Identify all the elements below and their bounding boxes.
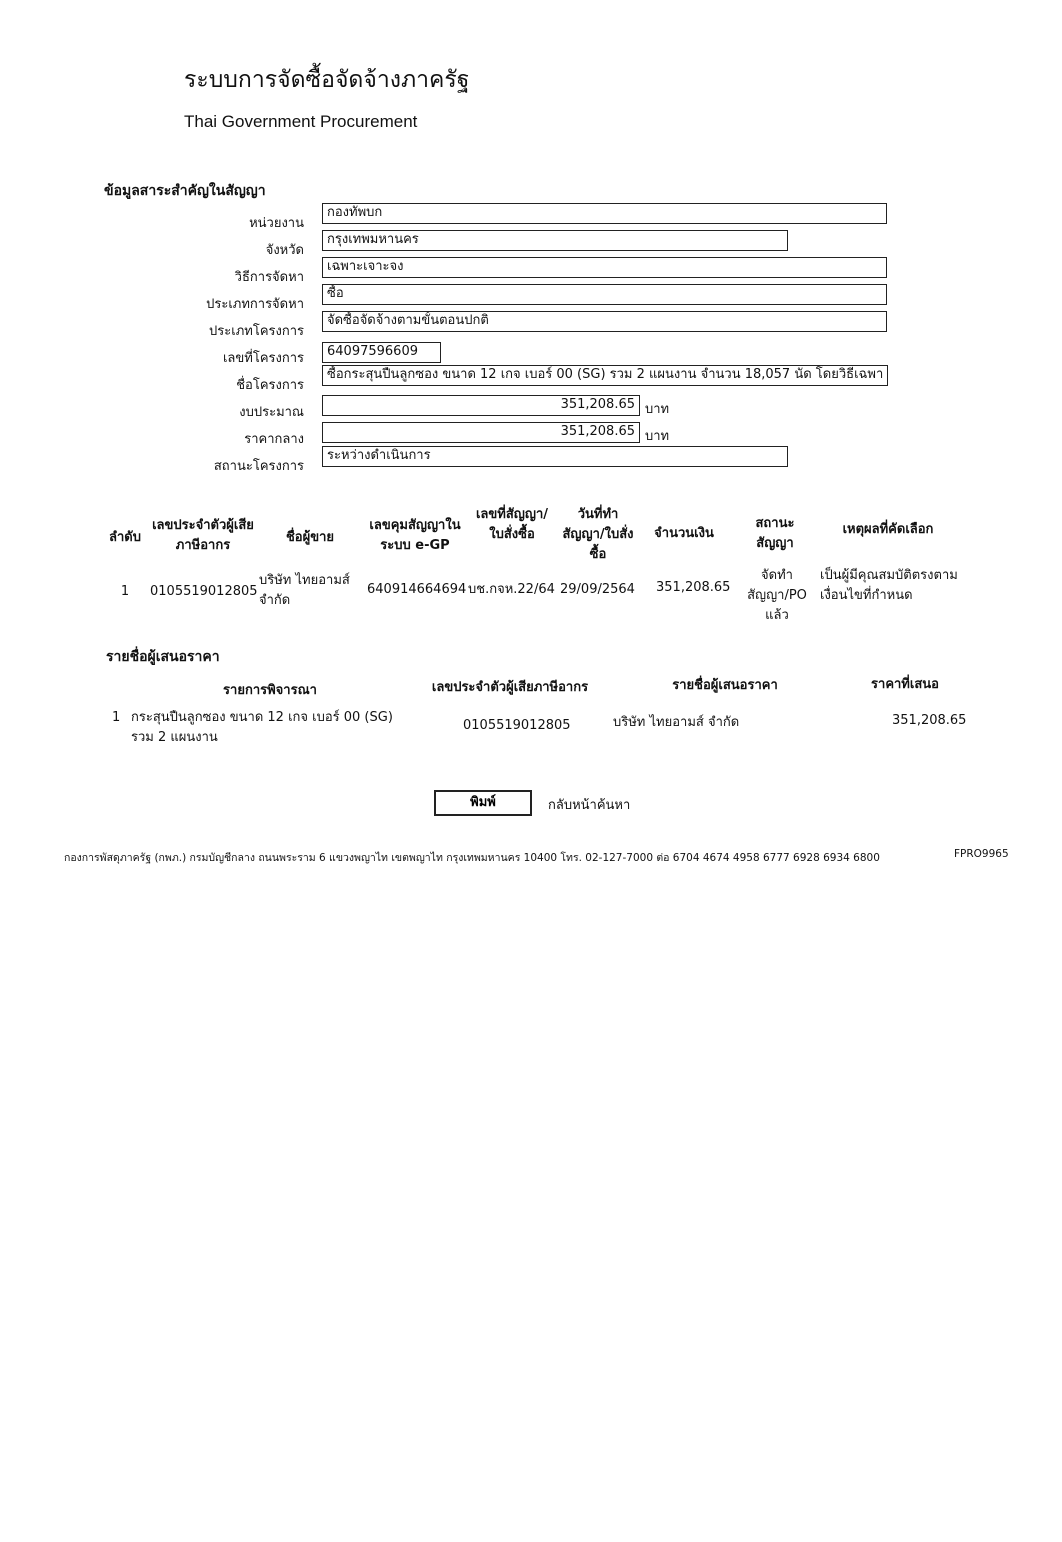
bidders-header-item: รายการพิจารณา	[223, 683, 317, 698]
budget-label: งบประมาณ	[239, 405, 304, 420]
bidder-name: บริษัท ไทยอามส์ จำกัด	[613, 715, 740, 730]
method-label: วิธีการจัดหา	[234, 270, 304, 285]
agency-field: กองทัพบก	[322, 203, 887, 224]
page-title-thai: ระบบการจัดซื้อจัดจ้างภาครัฐ	[184, 67, 470, 93]
agency-label: หน่วยงาน	[249, 216, 304, 231]
project-name-label: ชื่อโครงการ	[236, 378, 304, 393]
bidder-item: กระสุนปืนลูกซอง ขนาด 12 เกจ เบอร์ 00 (SG) รวม 2 แผนงาน	[131, 710, 393, 745]
project-type-field: จัดซื้อจัดจ้างตามขั้นตอนปกติ	[322, 311, 887, 332]
bidders-header-tax-id: เลขประจำตัวผู้เสียภาษีอากร	[431, 680, 589, 695]
bidders-title: รายชื่อผู้เสนอราคา	[106, 649, 220, 665]
row-contract-no: บช.กจห.22/64	[468, 582, 555, 597]
procurement-type-field: ซื้อ	[322, 284, 887, 305]
col-header-amount: จำนวนเงิน	[654, 526, 714, 541]
row-seq: 1	[120, 584, 130, 599]
bidder-seq: 1	[112, 710, 121, 725]
print-button[interactable]: พิมพ์	[434, 790, 532, 816]
col-header-contract-status: สถานะสัญญา	[755, 516, 795, 551]
median-price-label: ราคากลาง	[244, 432, 304, 447]
footer-code: FPRO9965	[954, 848, 1009, 860]
median-price-unit: บาท	[645, 429, 670, 444]
col-header-seq: ลำดับ	[109, 530, 141, 545]
row-contract-status: จัดทำสัญญา/PO แล้ว	[747, 568, 807, 623]
row-egp-no: 640914664694	[367, 582, 467, 597]
procurement-type-label: ประเภทการจัดหา	[206, 297, 304, 312]
project-no-field: 64097596609	[322, 342, 441, 363]
back-to-search-link[interactable]: กลับหน้าค้นหา	[548, 798, 631, 813]
province-field: กรุงเทพมหานคร	[322, 230, 788, 251]
contract-info-title: ข้อมูลสาระสำคัญในสัญญา	[104, 183, 266, 199]
col-header-contract-date: วันที่ทำสัญญา/ใบสั่งซื้อ	[562, 507, 634, 562]
bidder-tax-id: 0105519012805	[463, 718, 571, 733]
method-field: เฉพาะเจาะจง	[322, 257, 887, 278]
project-status-label: สถานะโครงการ	[213, 459, 304, 474]
col-header-tax-id: เลขประจำตัวผู้เสียภาษีอากร	[152, 518, 254, 553]
col-header-egp-no: เลขคุมสัญญาในระบบ e-GP	[369, 518, 461, 553]
col-header-contract-no: เลขที่สัญญา/ใบสั่งซื้อ	[475, 507, 548, 542]
row-contract-date: 29/09/2564	[560, 582, 635, 597]
col-header-reason: เหตุผลที่คัดเลือก	[842, 522, 934, 537]
project-name-field: ซื้อกระสุนปืนลูกซอง ขนาด 12 เกจ เบอร์ 00 (SG) รวม 2 แผนงาน จำนวน 18,057 นัด โดยวิธีเฉพา	[322, 365, 888, 386]
province-label: จังหวัด	[265, 243, 304, 258]
col-header-seller: ชื่อผู้ขาย	[285, 530, 335, 545]
bidders-header-name: รายชื่อผู้เสนอราคา	[672, 678, 778, 693]
project-type-label: ประเภทโครงการ	[209, 324, 304, 339]
row-amount: 351,208.65	[656, 580, 731, 595]
median-price-field: 351,208.65	[322, 422, 640, 443]
bidder-price: 351,208.65	[892, 713, 967, 728]
project-status-field: ระหว่างดำเนินการ	[322, 446, 788, 467]
row-tax-id: 0105519012805	[150, 584, 258, 599]
row-seller: บริษัท ไทยอามส์ จำกัด	[259, 573, 350, 608]
page-title-english: Thai Government Procurement	[184, 112, 418, 131]
project-no-label: เลขที่โครงการ	[222, 351, 304, 366]
budget-field: 351,208.65	[322, 395, 640, 416]
row-reason: เป็นผู้มีคุณสมบัติตรงตามเงื่อนไขที่กำหนด	[820, 568, 958, 603]
budget-unit: บาท	[645, 402, 670, 417]
bidders-header-price: ราคาที่เสนอ	[871, 677, 939, 692]
footer-address: กองการพัสดุภาครัฐ (กพภ.) กรมบัญชีกลาง ถนนพระราม 6 แขวงพญาไท เขตพญาไท กรุงเทพมหานคร 10400 โทร. 02-127-7000 ต่อ 6704 4674 4958 6777 6928 6934 6800	[64, 852, 880, 864]
